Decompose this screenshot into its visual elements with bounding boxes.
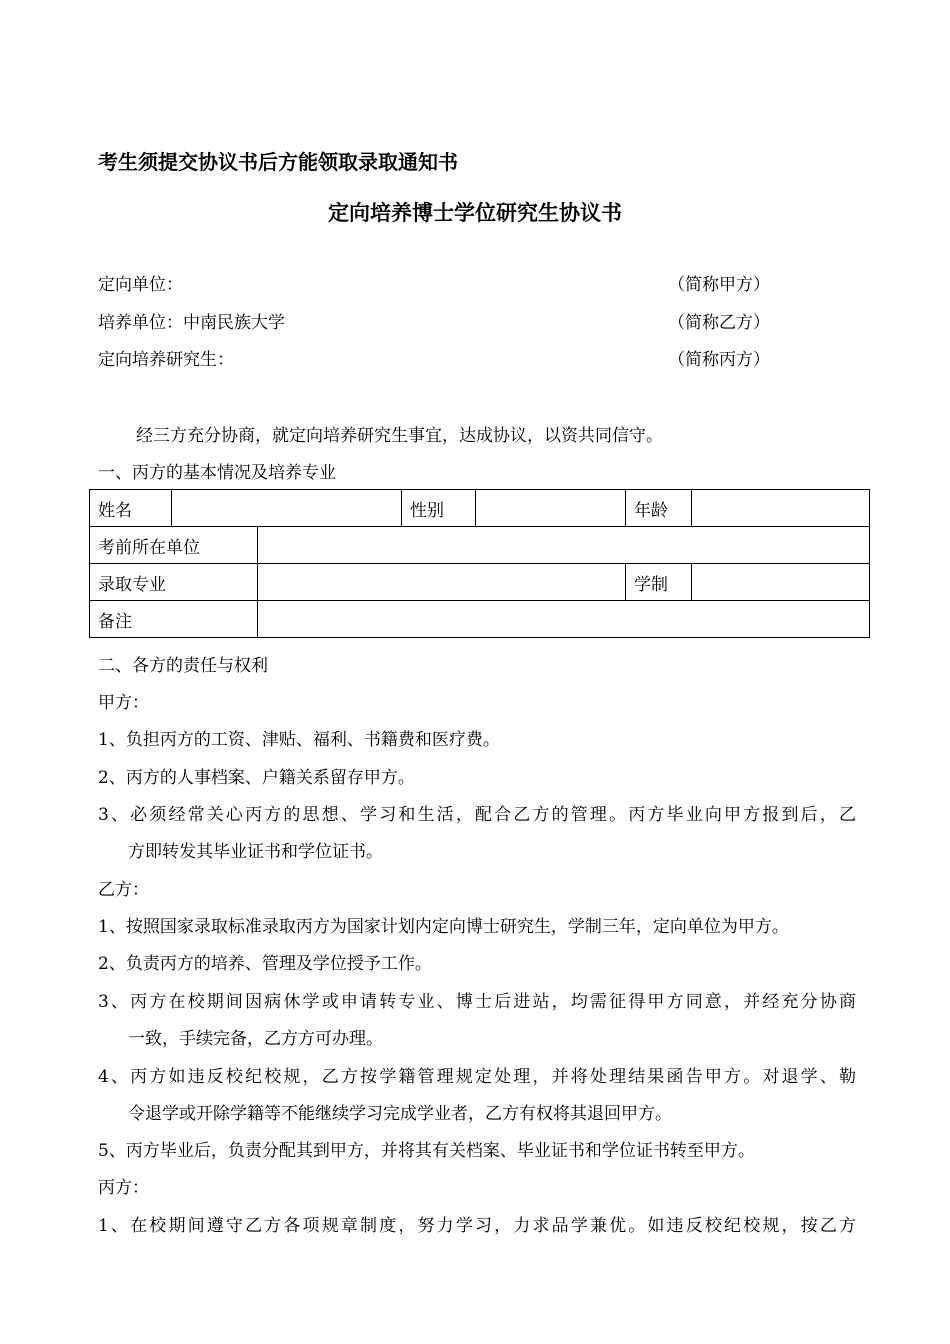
student-info-table bbox=[89, 489, 870, 638]
list-item: 2、丙方的人事档案、户籍关系留存甲方。 bbox=[98, 768, 415, 788]
previous-unit-label: 考前所在单位 bbox=[90, 527, 258, 564]
list-item-multiline bbox=[98, 987, 856, 1049]
party-row-c bbox=[98, 345, 770, 369]
gender-value-cell[interactable] bbox=[476, 490, 626, 527]
party-label: 定向单位： bbox=[98, 275, 183, 295]
party-abbreviation: （简称乙方） bbox=[668, 313, 770, 333]
list-item: 1、按照国家录取标准录取丙方为国家计划内定向博士研究生，学制三年，定向单位为甲方。 bbox=[98, 917, 789, 937]
age-label: 年龄 bbox=[626, 490, 692, 527]
table-row bbox=[90, 601, 870, 638]
section-heading-1: 一、丙方的基本情况及培养专业 bbox=[98, 463, 336, 483]
list-item: 2、负责丙方的培养、管理及学位授予工作。 bbox=[98, 954, 432, 974]
document-title: 定向培养博士学位研究生协议书 bbox=[328, 201, 622, 225]
name-label: 姓名 bbox=[90, 490, 172, 527]
major-value-cell[interactable] bbox=[258, 564, 626, 601]
intro-paragraph: 经三方充分协商，就定向培养研究生事宜，达成协议，以资共同信守。 bbox=[136, 426, 663, 446]
duration-label: 学制 bbox=[626, 564, 692, 601]
list-item-line: 1、在校期间遵守乙方各项规章制度，努力学习，力求品学兼优。如违反校纪校规，按乙方 bbox=[98, 1216, 856, 1236]
list-item: 1、负担丙方的工资、津贴、福利、书籍费和医疗费。 bbox=[98, 730, 500, 750]
section-heading-2: 二、各方的责任与权利 bbox=[98, 656, 268, 676]
list-item-line: 4、丙方如违反校纪校规，乙方按学籍管理规定处理，并将处理结果函告甲方。对退学、勒 bbox=[98, 1067, 856, 1087]
remark-value-cell[interactable] bbox=[258, 601, 870, 638]
remark-label: 备注 bbox=[90, 601, 258, 638]
list-item-multiline bbox=[98, 1062, 856, 1124]
party-row-a bbox=[98, 270, 770, 294]
party-abbreviation: （简称丙方） bbox=[668, 350, 770, 370]
table-row bbox=[90, 527, 870, 564]
submission-notice: 考生须提交协议书后方能领取录取通知书 bbox=[98, 150, 458, 174]
list-item-line: 令退学或开除学籍等不能继续学习完成学业者，乙方有权将其退回甲方。 bbox=[128, 1104, 672, 1124]
party-abbreviation: （简称甲方） bbox=[668, 275, 770, 295]
table-row bbox=[90, 564, 870, 601]
list-item: 5、丙方毕业后，负责分配其到甲方，并将其有关档案、毕业证书和学位证书转至甲方。 bbox=[98, 1141, 755, 1161]
party-c-heading: 丙方： bbox=[98, 1178, 149, 1198]
list-item-line: 3、必须经常关心丙方的思想、学习和生活，配合乙方的管理。丙方毕业向甲方报到后，乙 bbox=[98, 805, 856, 825]
gender-label: 性别 bbox=[402, 490, 476, 527]
list-item-line: 3、丙方在校期间因病休学或申请转专业、博士后进站，均需征得甲方同意，并经充分协商 bbox=[98, 992, 856, 1012]
party-row-b bbox=[98, 308, 770, 332]
party-label: 定向培养研究生： bbox=[98, 350, 234, 370]
age-value-cell[interactable] bbox=[692, 490, 870, 527]
duration-value-cell[interactable] bbox=[692, 564, 870, 601]
major-label: 录取专业 bbox=[90, 564, 258, 601]
list-item-multiline bbox=[98, 800, 856, 862]
party-a-heading: 甲方： bbox=[98, 693, 149, 713]
previous-unit-value-cell[interactable] bbox=[258, 527, 870, 564]
name-value-cell[interactable] bbox=[172, 490, 402, 527]
list-item-line: 方即转发其毕业证书和学位证书。 bbox=[128, 842, 383, 862]
list-item bbox=[98, 1211, 856, 1236]
list-item-line: 一致，手续完备，乙方方可办理。 bbox=[128, 1029, 383, 1049]
party-label: 培养单位：中南民族大学 bbox=[98, 313, 285, 333]
party-b-heading: 乙方： bbox=[98, 880, 149, 900]
table-row bbox=[90, 490, 870, 527]
